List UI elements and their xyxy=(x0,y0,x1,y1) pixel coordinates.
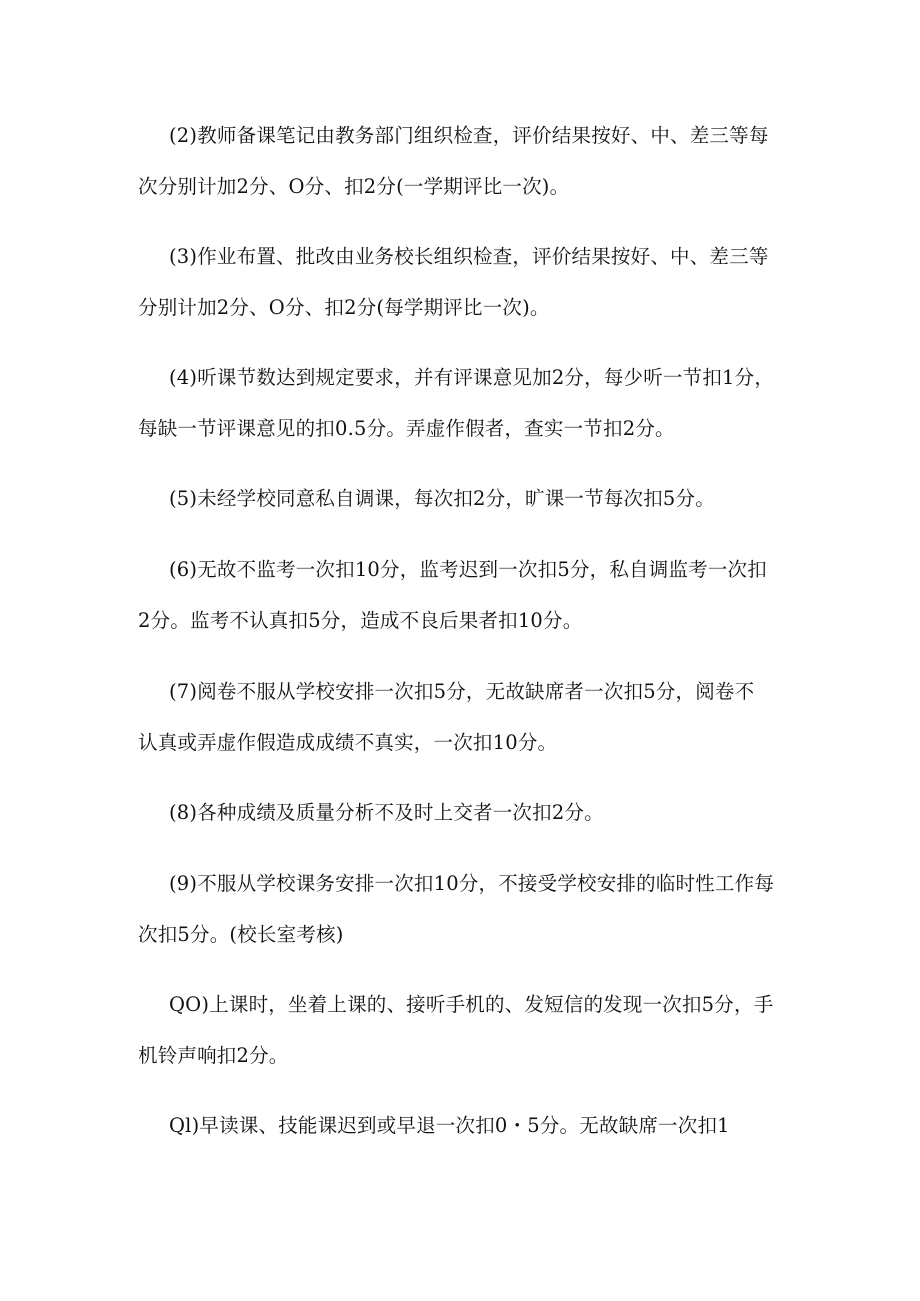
paragraph-item-9 xyxy=(138,858,790,960)
paragraph-line: Ql)早读课、技能课迟到或早退一次扣0・5分。无故缺席一次扣1 xyxy=(169,1114,730,1137)
paragraph-line: (5)未经学校同意私自调课，每次扣2分，旷课一节每次扣5分。 xyxy=(169,487,715,510)
paragraph-item-7 xyxy=(138,666,790,768)
paragraph-item-4 xyxy=(138,352,790,454)
paragraph-item-6 xyxy=(138,544,790,646)
paragraph-line: 认真或弄虚作假造成成绩不真实，一次扣10分。 xyxy=(138,731,558,754)
paragraph-item-10 xyxy=(138,979,790,1081)
paragraph-line: (3)作业布置、批改由业务校长组织检查，评价结果按好、中、差三等 xyxy=(169,245,769,268)
paragraph-line: 次分别计加2分、O分、扣2分(一学期评比一次)。 xyxy=(138,175,570,198)
paragraph-line: QO)上课时，坐着上课的、接听手机的、发短信的发现一次扣5分，手 xyxy=(169,993,774,1016)
paragraph-item-8 xyxy=(138,787,790,838)
paragraph-line: 2分。监考不认真扣5分，造成不良后果者扣10分。 xyxy=(138,609,583,632)
paragraph-line: 机铃声响扣2分。 xyxy=(138,1044,289,1067)
paragraph-item-11 xyxy=(138,1100,790,1151)
paragraph-line: (7)阅卷不服从学校安排一次扣5分，无故缺席者一次扣5分，阅卷不 xyxy=(169,680,755,703)
paragraph-line: (8)各种成绩及质量分析不及时上交者一次扣2分。 xyxy=(169,801,604,824)
paragraph-line: (9)不服从学校课务安排一次扣10分，不接受学校安排的临时性工作每 xyxy=(169,872,775,895)
paragraph-line: (6)无故不监考一次扣10分，监考迟到一次扣5分，私自调监考一次扣 xyxy=(169,558,767,581)
paragraph-item-2 xyxy=(138,110,790,212)
paragraph-item-3 xyxy=(138,231,790,333)
paragraph-line: (2)教师备课笔记由教务部门组织检查，评价结果按好、中、差三等每 xyxy=(169,124,769,147)
paragraph-item-5 xyxy=(138,473,790,524)
paragraph-line: 分别计加2分、O分、扣2分(每学期评比一次)。 xyxy=(138,296,550,319)
paragraph-line: 每缺一节评课意见的扣0.5分。弄虚作假者，查实一节扣2分。 xyxy=(138,417,675,440)
paragraph-line: 次扣5分。(校长室考核) xyxy=(138,923,344,946)
paragraph-line: (4)听课节数达到规定要求，并有评课意见加2分，每少听一节扣1分， xyxy=(169,366,775,389)
